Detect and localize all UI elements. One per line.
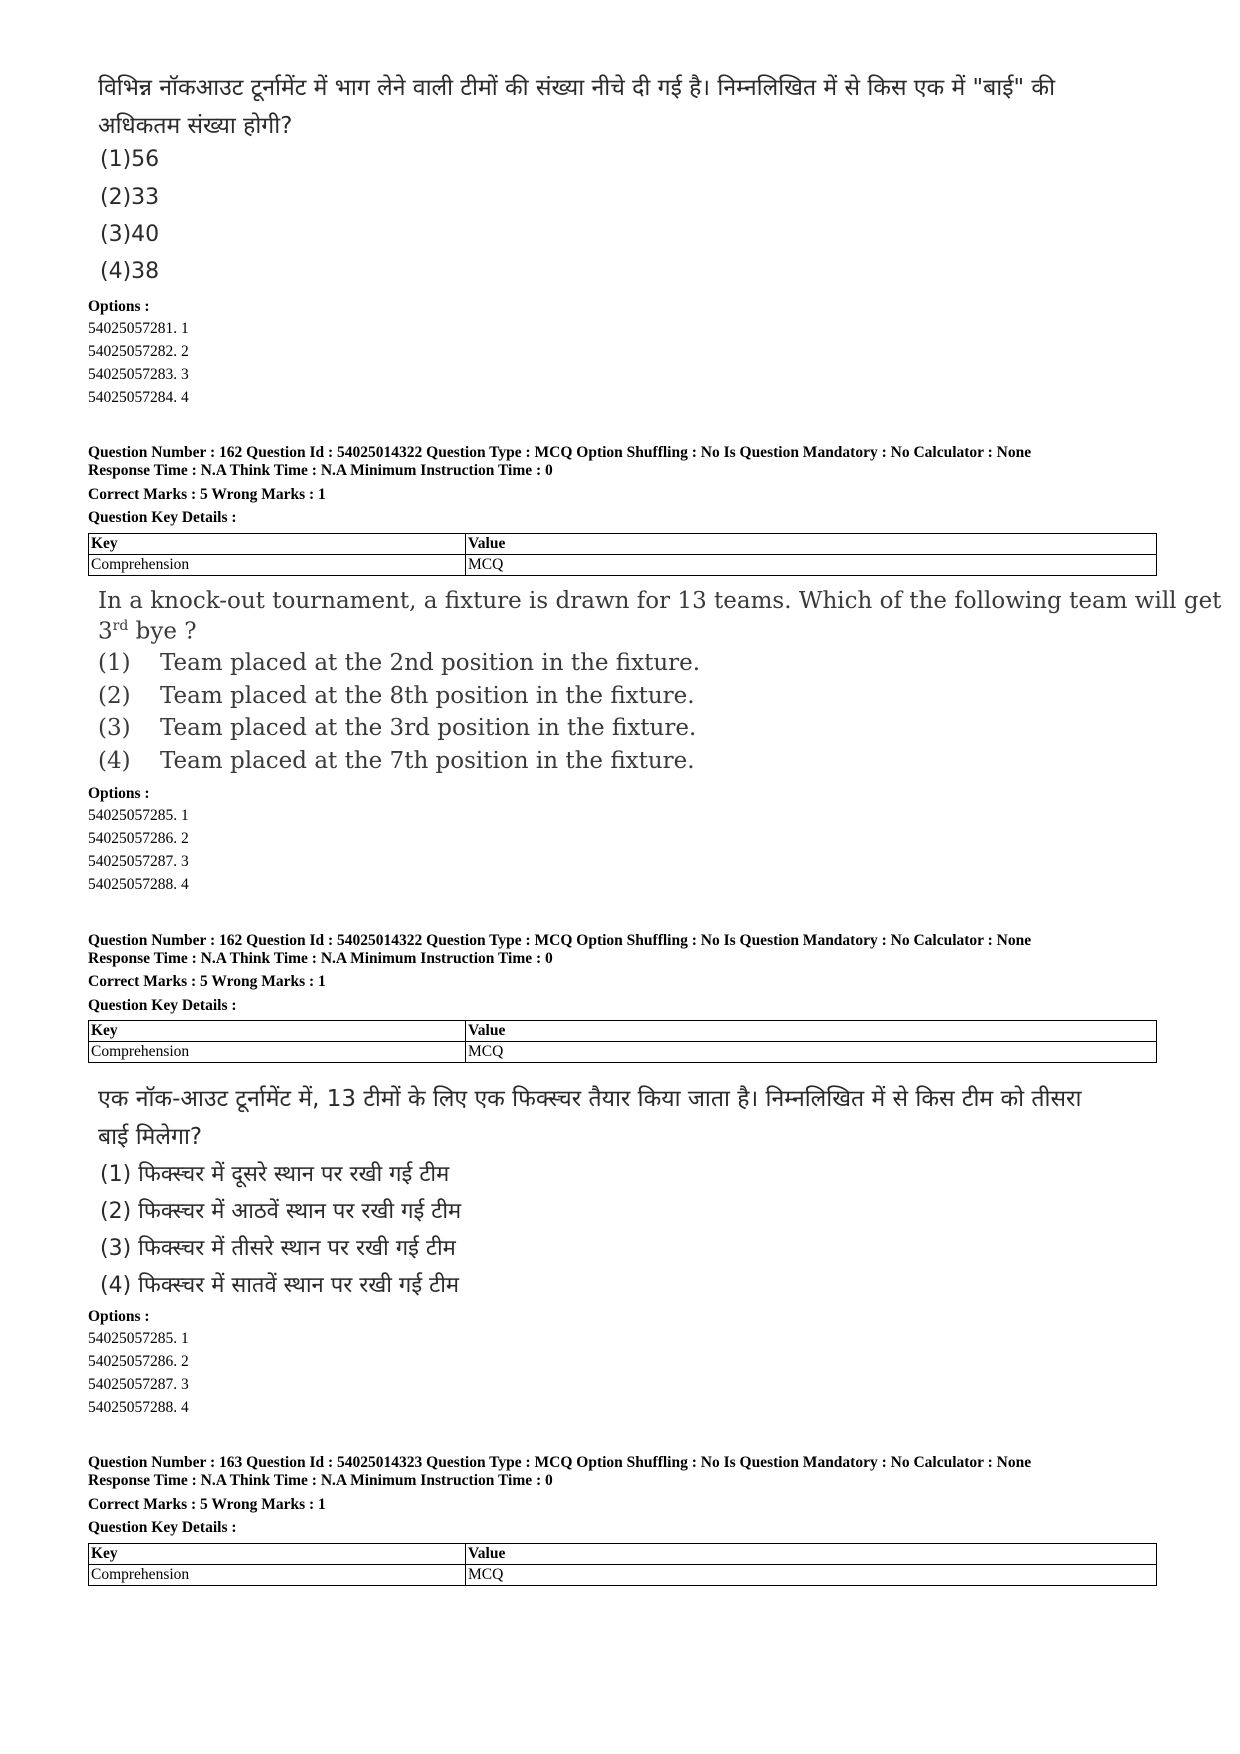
question-text-rest: bye ? xyxy=(128,618,197,645)
choice-number: (2) xyxy=(98,683,131,709)
option-id: 54025057288. 4 xyxy=(88,876,189,893)
question-161-choice-4: (4)38 xyxy=(100,259,160,284)
question-162-hi-choice-4: (4) फिक्स्चर में सातवें स्थान पर रखी गई टीम xyxy=(100,1273,460,1298)
key-header: Key xyxy=(89,1544,466,1565)
option-id: 54025057288. 4 xyxy=(88,1399,189,1416)
question-161-options-label: Options : xyxy=(88,298,150,315)
question-162-header-line1: Question Number : 162 Question Id : 54025014322 Question Type : MCQ Option Shuffling : No Is Question Mandatory : No Calculator : None xyxy=(88,444,1032,461)
question-162-text-line2 xyxy=(98,618,197,645)
question-162-hi-header-line1: Question Number : 162 Question Id : 54025014322 Question Type : MCQ Option Shuffling : No Is Question Mandatory : No Calculator : None xyxy=(88,932,1032,949)
option-id: 54025057285. 1 xyxy=(88,807,189,824)
question-162-choice-3 xyxy=(98,715,696,741)
option-id: 54025057286. 2 xyxy=(88,1353,189,1370)
question-161-choice-2: (2)33 xyxy=(100,185,160,210)
question-162-hi-marks: Correct Marks : 5 Wrong Marks : 1 xyxy=(88,973,326,990)
option-id: 54025057283. 3 xyxy=(88,366,189,383)
question-163-key-table xyxy=(88,1543,1157,1586)
question-161-choice-3: (3)40 xyxy=(100,222,160,247)
question-162-choice-1 xyxy=(98,650,700,676)
question-162-hi-key-details-label: Question Key Details : xyxy=(88,997,237,1014)
option-id: 54025057282. 2 xyxy=(88,343,189,360)
question-162-hi-key-table xyxy=(88,1020,1157,1063)
option-id: 54025057287. 3 xyxy=(88,1376,189,1393)
question-162-key-table xyxy=(88,533,1157,576)
ordinal-suffix: rd xyxy=(112,618,129,634)
question-162-hi-choice-2: (2) फिक्स्चर में आठवें स्थान पर रखी गई टीम xyxy=(100,1199,462,1224)
question-162-options-label: Options : xyxy=(88,785,150,802)
question-163-header-line2: Response Time : N.A Think Time : N.A Minimum Instruction Time : 0 xyxy=(88,1472,553,1489)
key-cell: Comprehension xyxy=(89,555,466,576)
question-162-text-line1: In a knock-out tournament, a fixture is drawn for 13 teams. Which of the following team will get xyxy=(98,588,1222,614)
option-id: 54025057287. 3 xyxy=(88,853,189,870)
choice-text: Team placed at the 8th position in the fixture. xyxy=(160,683,695,709)
value-header: Value xyxy=(466,1544,1157,1565)
ordinal-number: 3 xyxy=(98,618,113,645)
key-header: Key xyxy=(89,1021,466,1042)
option-id: 54025057281. 1 xyxy=(88,320,189,337)
question-162-marks: Correct Marks : 5 Wrong Marks : 1 xyxy=(88,486,326,503)
choice-text: Team placed at the 7th position in the fixture. xyxy=(160,748,695,774)
value-cell: MCQ xyxy=(466,1565,1157,1586)
value-header: Value xyxy=(466,534,1157,555)
question-162-hi-text-line1: एक नॉक-आउट टूर्नामेंट में, 13 टीमों के लिए एक फिक्स्चर तैयार किया जाता है। निम्नलिखित में से किस टीम को तीसरा xyxy=(98,1086,1082,1112)
question-163-key-details-label: Question Key Details : xyxy=(88,1519,237,1536)
question-162-hi-header-line2: Response Time : N.A Think Time : N.A Minimum Instruction Time : 0 xyxy=(88,950,553,967)
question-161-text-line2: अधिकतम संख्या होगी? xyxy=(98,113,293,139)
question-161-text-line1: विभिन्न नॉकआउट टूर्नामेंट में भाग लेने वाली टीमों की संख्या नीचे दी गई है। निम्नलिखित में से किस एक में "बाई" की xyxy=(98,75,1056,101)
question-162-hi-text-line2: बाई मिलेगा? xyxy=(98,1124,203,1150)
choice-number: (3) xyxy=(98,715,131,741)
question-162-hi-options-label: Options : xyxy=(88,1308,150,1325)
choice-number: (4) xyxy=(98,748,131,774)
option-id: 54025057286. 2 xyxy=(88,830,189,847)
value-cell: MCQ xyxy=(466,1042,1157,1063)
question-161-options-list xyxy=(88,317,189,409)
question-162-hi-choice-3: (3) फिक्स्चर में तीसरे स्थान पर रखी गई टीम xyxy=(100,1236,456,1261)
question-162-header-line2: Response Time : N.A Think Time : N.A Minimum Instruction Time : 0 xyxy=(88,462,553,479)
question-162-choice-2 xyxy=(98,683,695,709)
question-161-choice-1: (1)56 xyxy=(100,147,160,172)
question-162-key-details-label: Question Key Details : xyxy=(88,509,237,526)
choice-text: Team placed at the 3rd position in the fixture. xyxy=(160,715,697,741)
choice-number: (1) xyxy=(98,650,131,676)
key-cell: Comprehension xyxy=(89,1042,466,1063)
option-id: 54025057284. 4 xyxy=(88,389,189,406)
question-163-marks: Correct Marks : 5 Wrong Marks : 1 xyxy=(88,1496,326,1513)
option-id: 54025057285. 1 xyxy=(88,1330,189,1347)
question-162-hi-options-list xyxy=(88,1327,189,1419)
question-162-options-list xyxy=(88,804,189,896)
key-header: Key xyxy=(89,534,466,555)
value-cell: MCQ xyxy=(466,555,1157,576)
key-cell: Comprehension xyxy=(89,1565,466,1586)
choice-text: Team placed at the 2nd position in the fixture. xyxy=(160,650,701,676)
value-header: Value xyxy=(466,1021,1157,1042)
question-162-hi-choice-1: (1) फिक्स्चर में दूसरे स्थान पर रखी गई टीम xyxy=(100,1162,450,1187)
question-162-choice-4 xyxy=(98,748,695,774)
question-163-header-line1: Question Number : 163 Question Id : 54025014323 Question Type : MCQ Option Shuffling : No Is Question Mandatory : No Calculator : None xyxy=(88,1454,1032,1471)
